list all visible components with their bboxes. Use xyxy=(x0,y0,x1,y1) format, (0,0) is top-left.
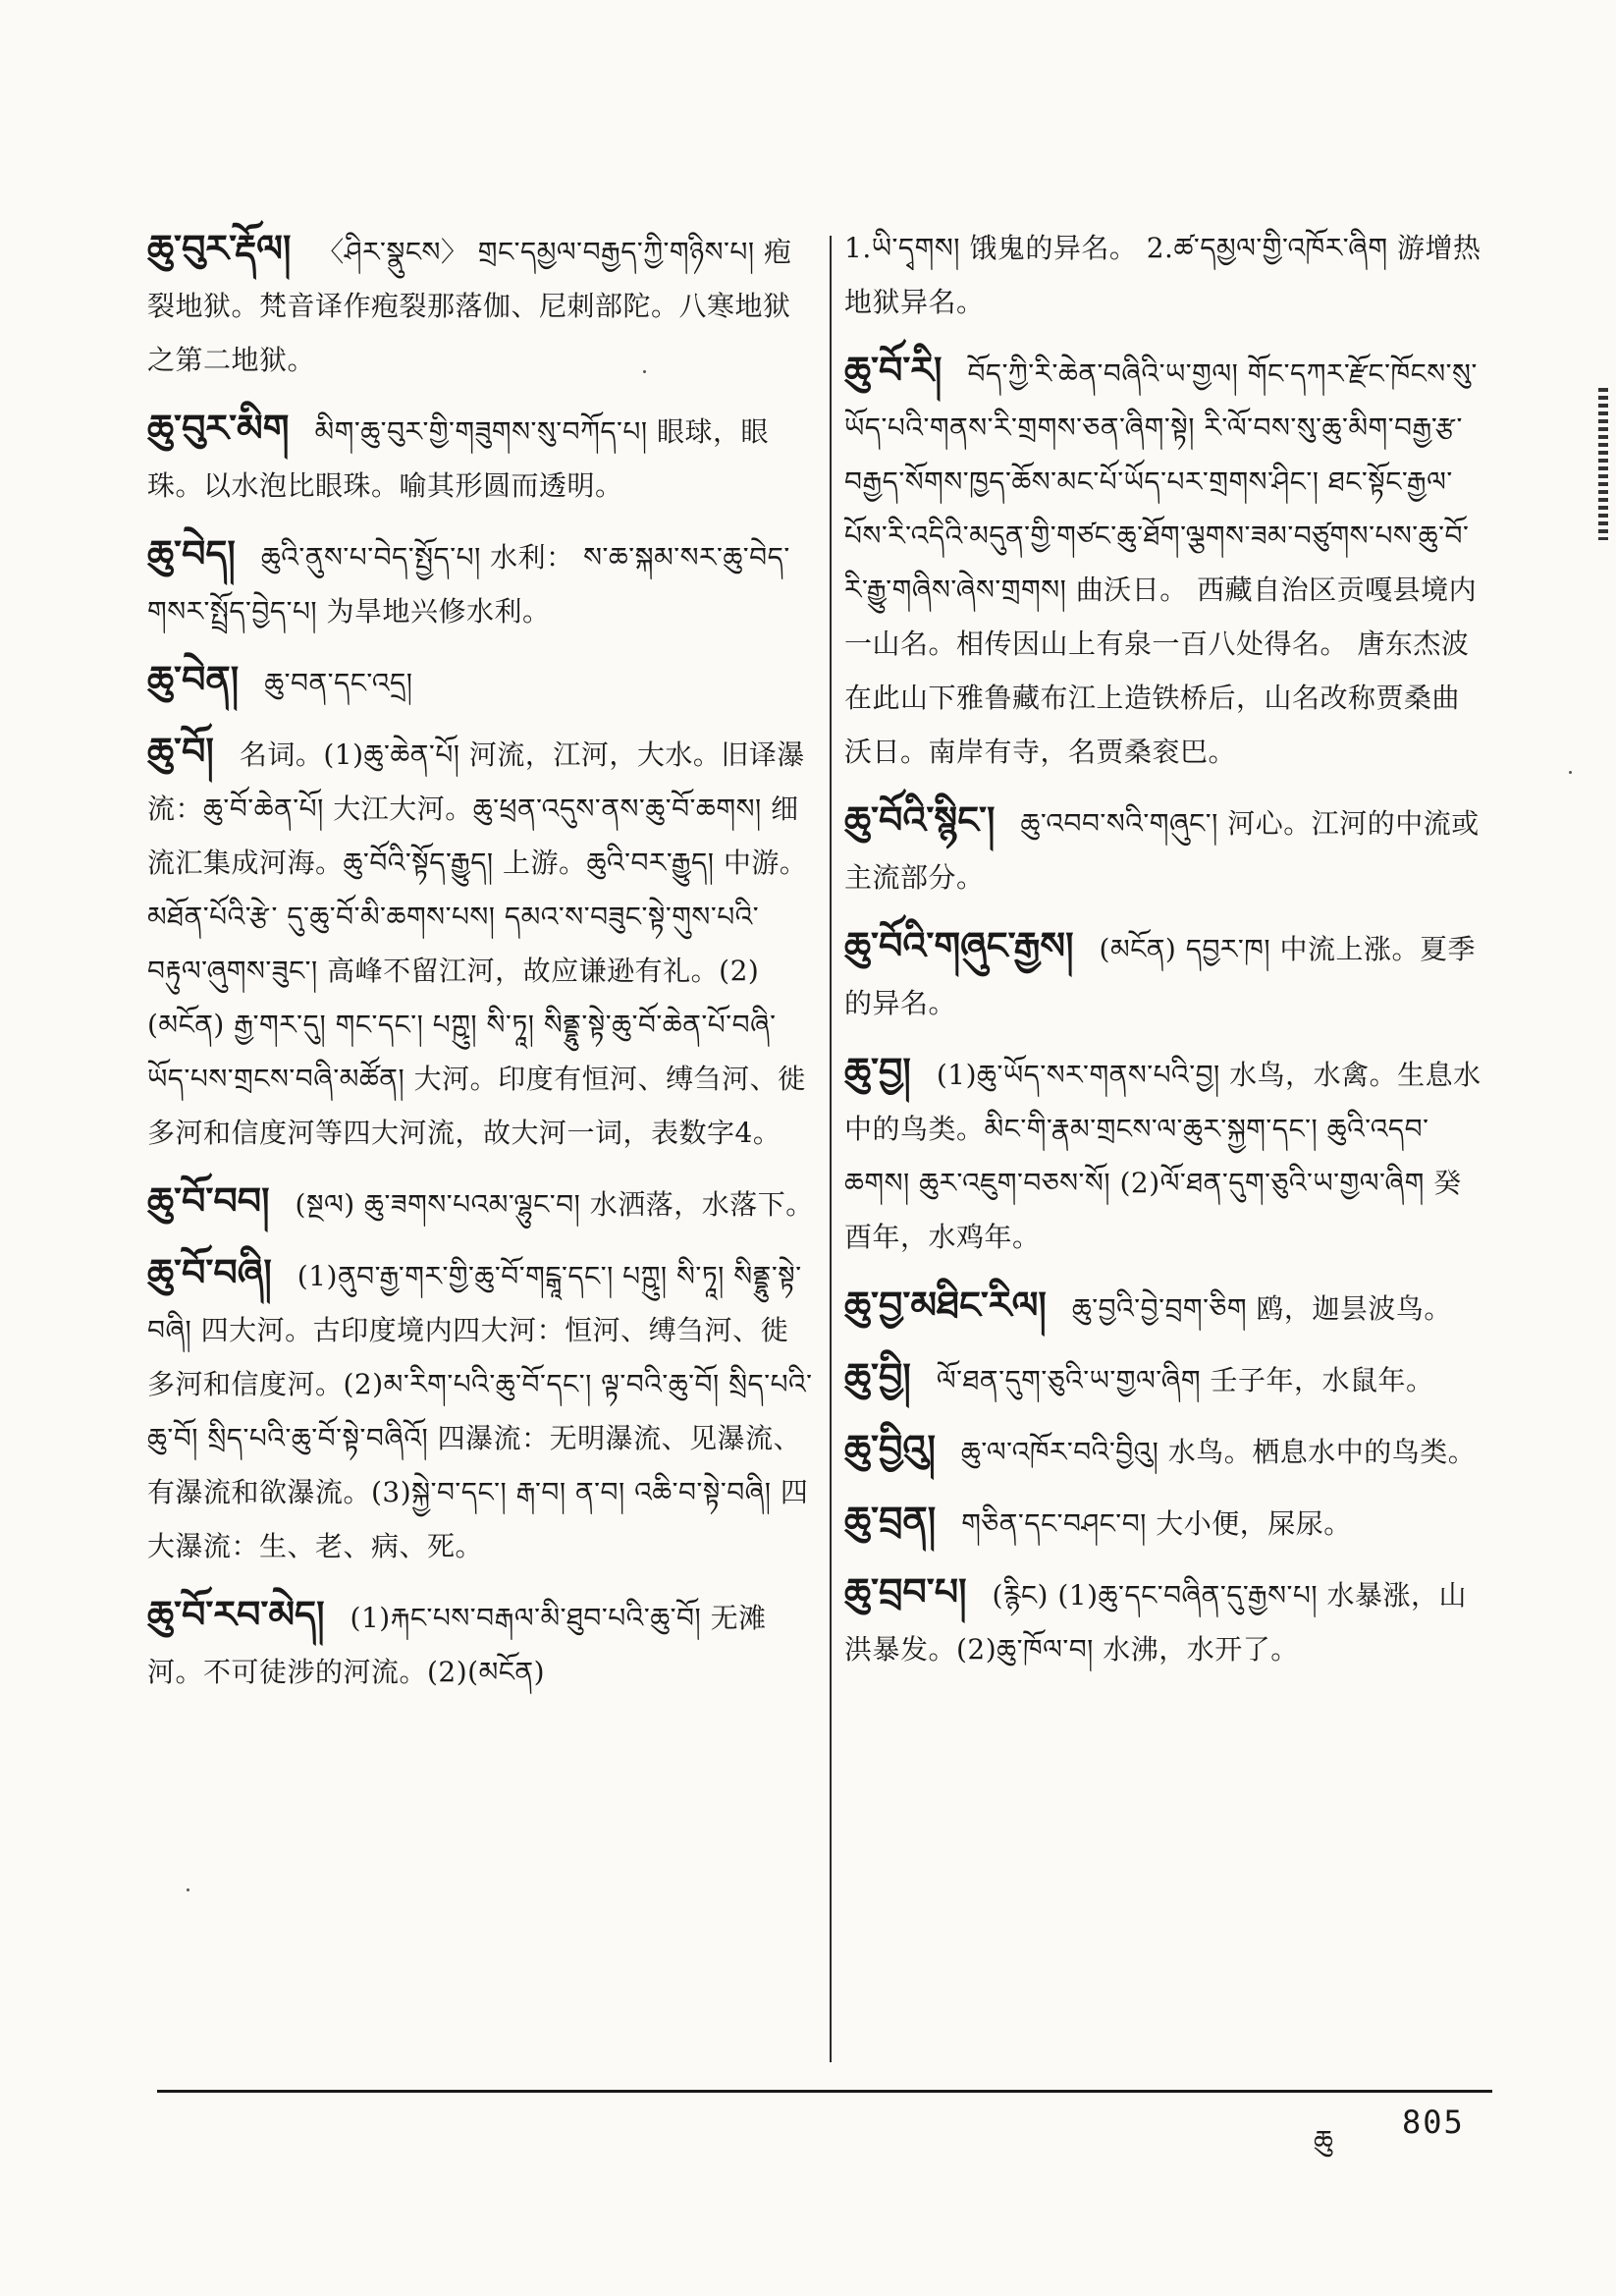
entry-headword: ཆུ་བུར་རྡོལ། xyxy=(147,226,292,270)
dictionary-entry xyxy=(147,221,815,387)
entry-headword: ཆུ་བུར་མིག xyxy=(147,406,290,450)
entry-headword: ཆུ་བོའི་གཞུང་རྒྱས། xyxy=(844,923,1074,967)
entry-headword: ཆུ་བེན། xyxy=(147,657,240,701)
entry-definition: (1)ཆུ་ཡོད་སར་གནས་པའི་བྱ། 水鸟，水禽。生息水中的鸟类。མིང་གི་རྣམ་གྲངས་ལ་ཆུར་སྐྱག་དང་། ཆུའི་འདབ་ཆགས། ཆུར་འཇུག་བཅས་སོ། (2)ལོ་ཐན་དུག་ཅུའི་ཡ་གྱལ་ཞིག 癸酉年，水鸡年。 xyxy=(844,1059,1481,1253)
entry-headword: ཆུ་བྲན། xyxy=(844,1498,937,1542)
entry-headword: ཆུ་བེད། xyxy=(147,531,236,575)
entry-headword: ཆུ་བོ་བཞི། xyxy=(147,1250,272,1294)
scan-speck xyxy=(187,1888,189,1891)
page-number: 805 xyxy=(1402,2104,1465,2141)
scan-speck xyxy=(643,370,646,373)
entry-definition: ཆུ་ལ་འཁོར་བའི་བྱིའུ། 水鸟。栖息水中的鸟类。 xyxy=(960,1436,1477,1468)
dictionary-entry xyxy=(147,652,815,710)
entry-headword: ཆུ་བོའི་སྙིང་། xyxy=(844,797,996,842)
dictionary-entry xyxy=(147,526,815,638)
left-column xyxy=(147,221,815,1713)
entry-definition: (1)རྐང་པས་བརྒལ་མི་ཐུབ་པའི་ཆུ་བོ། 无滩河。不可徒涉的河流。(2)(མངོན) xyxy=(147,1602,767,1688)
entry-definition: 〈ཤིར་སྣུངས〉 གྲང་དམྱལ་བརྒྱད་ཀྱི་གཉིས་པ། 疱裂地狱。梵音译作疱裂那落伽、尼刺部陀。八寒地狱之第二地狱。 xyxy=(147,236,792,376)
right-column xyxy=(844,221,1482,1690)
footer-section-letter: ཆུ xyxy=(1314,2124,1333,2157)
entry-headword: ཆུ་བོ། xyxy=(147,729,214,773)
entry-headword: ཆུ་བོ་རི། xyxy=(844,348,943,392)
dictionary-entry xyxy=(844,343,1482,779)
dictionary-entry xyxy=(147,724,815,1160)
dictionary-entry xyxy=(844,1278,1482,1336)
entry-headword: ཆུ་བྱིའུ། xyxy=(844,1426,936,1470)
dictionary-entry xyxy=(844,918,1482,1030)
dictionary-entry xyxy=(844,1493,1482,1551)
entry-definition: (སྔལ) ཆུ་ཟགས་པའམ་ལྷུང་བ། 水洒落，水落下。 xyxy=(295,1188,814,1221)
scan-speck xyxy=(1569,771,1572,774)
entry-definition: ཆུ་འབབ་སའི་གཞུང་། 河心。江河的中流或主流部分。 xyxy=(844,807,1480,894)
entry-definition: (1)ནུབ་རྒྱ་གར་གྱི་ཆུ་བོ་གངྒཱ་དང་། པཀྵུ། སི་ཏཱ། སིནྡྷུ་སྟེ་བཞི། 四大河。古印度境内四大河：恒河、缚刍河、徙多河和信度河。(2)མ་རིག་པའི་ཆུ་བོ་དང་། ལྟ་བའི་ཆུ་བོ། སྲིད་པའི་ཆུ་བོ། སྲིད་པའི་ཆུ་བོ་སྟེ་བཞིའོ། 四瀑流：无明瀑流、见瀑流、有瀑流和欲瀑流。(3)སྐྱེ་བ་དང་། རྒ་བ། ན་བ། འཆི་བ་སྟེ་བཞི། 四大瀑流：生、老、病、死。 xyxy=(147,1260,813,1562)
dictionary-entry xyxy=(147,1587,815,1699)
dictionary-entry xyxy=(844,1044,1482,1264)
entry-definition: ལོ་ཐན་དུག་ཅུའི་ཡ་གྱལ་ཞིག 壬子年，水鼠年。 xyxy=(936,1364,1434,1396)
entry-headword: ཆུ་བྱ། xyxy=(844,1049,911,1093)
dictionary-entry xyxy=(844,1564,1482,1676)
entry-definition: (མངོན) དབྱར་ཁ། 中流上涨。夏季的异名。 xyxy=(844,933,1476,1019)
entry-headword: ཆུ་བྲབ་པ། xyxy=(844,1569,967,1613)
entry-headword: ཆུ་བྱ་མཐིང་རིལ། xyxy=(844,1283,1047,1327)
dictionary-entry xyxy=(147,1245,815,1573)
entry-definition: 1.ཡི་དྭགས། 饿鬼的异名。 2.ཚ་དམྱལ་གྱི་འཁོར་ཞིག 游增热地狱异名。 xyxy=(844,232,1481,318)
column-divider xyxy=(830,236,832,2062)
entry-headword: ཆུ་བོ་རབ་མེད། xyxy=(147,1592,325,1636)
footer-rule xyxy=(157,2090,1492,2093)
entry-definition: ཆུ་བན་དང་འདྲ། xyxy=(264,667,413,699)
entry-headword: ཆུ་བྱི། xyxy=(844,1354,911,1398)
dictionary-entry xyxy=(147,1174,815,1231)
dictionary-entry xyxy=(844,793,1482,904)
entry-definition: མིག་ཆུ་བུར་གྱི་གཟུགས་སུ་བཀོད་པ། 眼球，眼珠。以水泡比眼珠。喻其形圆而透明。 xyxy=(147,415,769,502)
dictionary-entry xyxy=(844,1349,1482,1407)
entry-definition: བོད་ཀྱི་རི་ཆེན་བཞིའི་ཡ་གྱལ། གོང་དཀར་རྫོང་ཁོངས་སུ་ཡོད་པའི་གནས་རི་གྲགས་ཅན་ཞིག་སྟེ། རི་ལོ་བས་སུ་ཆུ་མིག་བརྒྱ་རྩ་བརྒྱད་སོགས་ཁྱད་ཆོས་མང་པོ་ཡོད་པར་གྲགས་ཤིང་། ཐང་སྟོང་རྒྱལ་པོས་རི་འདིའི་མདུན་གྱི་གཙང་ཆུ་ཐོག་ལྕགས་ཟམ་བཙུགས་པས་ཆུ་བོ་རི་རྒྱུ་གཞིས་ཞེས་གྲགས། 曲沃日。 西藏自治区贡嘎县境内一山名。相传因山上有泉一百八处得名。 唐东杰波在此山下雅鲁藏布江上造铁桥后，山名改称贾桑曲沃日。南岸有寺，名贾桑衮巴。 xyxy=(844,357,1478,768)
dictionary-entry xyxy=(147,401,815,513)
entry-definition: 名词。(1)ཆུ་ཆེན་པོ། 河流，江河，大水。旧译瀑流：ཆུ་བོ་ཆེན་པོ། 大江大河。ཆུ་ཕྲན་འདུས་ནས་ཆུ་བོ་ཆགས། 细流汇集成河海。ཆུ་བོའི་སྟོད་རྒྱུད། 上游。ཆུའི་བར་རྒྱུད། 中游。མཐོན་པོའི་རྩེ་ དུ་ཆུ་བོ་མི་ཆགས་པས། དམའ་ས་བཟུང་སྟེ་གུས་པའི་བརྟུལ་ཞུགས་ཟུང་། 高峰不留江河，故应谦逊有礼。(2)(མངོན) རྒྱ་གར་དུ། གང་དང་། པཀྵུ། སི་ཏཱ། སིནྡྷུ་སྟེ་ཆུ་བོ་ཆེན་པོ་བཞི་ཡོད་པས་གྲངས་བཞི་མཚོན། 大河。印度有恒河、缚刍河、徙多河和信度河等四大河流，故大河一词，表数字4。 xyxy=(147,738,808,1149)
entry-definition: ཆུ་བྱའི་བྱེ་བྲག་ཅིག 鸥，迦昙波鸟。 xyxy=(1071,1292,1452,1325)
entry-definition: གཅིན་དང་བཤང་བ། 大小便，屎尿。 xyxy=(961,1507,1352,1540)
entry-headword: ཆུ་བོ་བབ། xyxy=(147,1178,270,1223)
entry-definition: ཆུའི་ནུས་པ་བེད་སྤྱོད་པ། 水利： ས་ཆ་སྐམ་སར་ཆུ་བེད་གསར་སྤྲོད་བྱེད་པ། 为旱地兴修水利。 xyxy=(147,541,790,628)
scan-edge-marks xyxy=(1598,388,1608,540)
dictionary-entry xyxy=(844,1421,1482,1479)
dictionary-entry xyxy=(844,221,1482,329)
entry-definition: (རྙིང) (1)ཆུ་དང་བཞིན་དུ་རྒྱས་པ། 水暴涨，山洪暴发。(2)ཆུ་ཁོལ་བ། 水沸，水开了。 xyxy=(844,1579,1467,1666)
